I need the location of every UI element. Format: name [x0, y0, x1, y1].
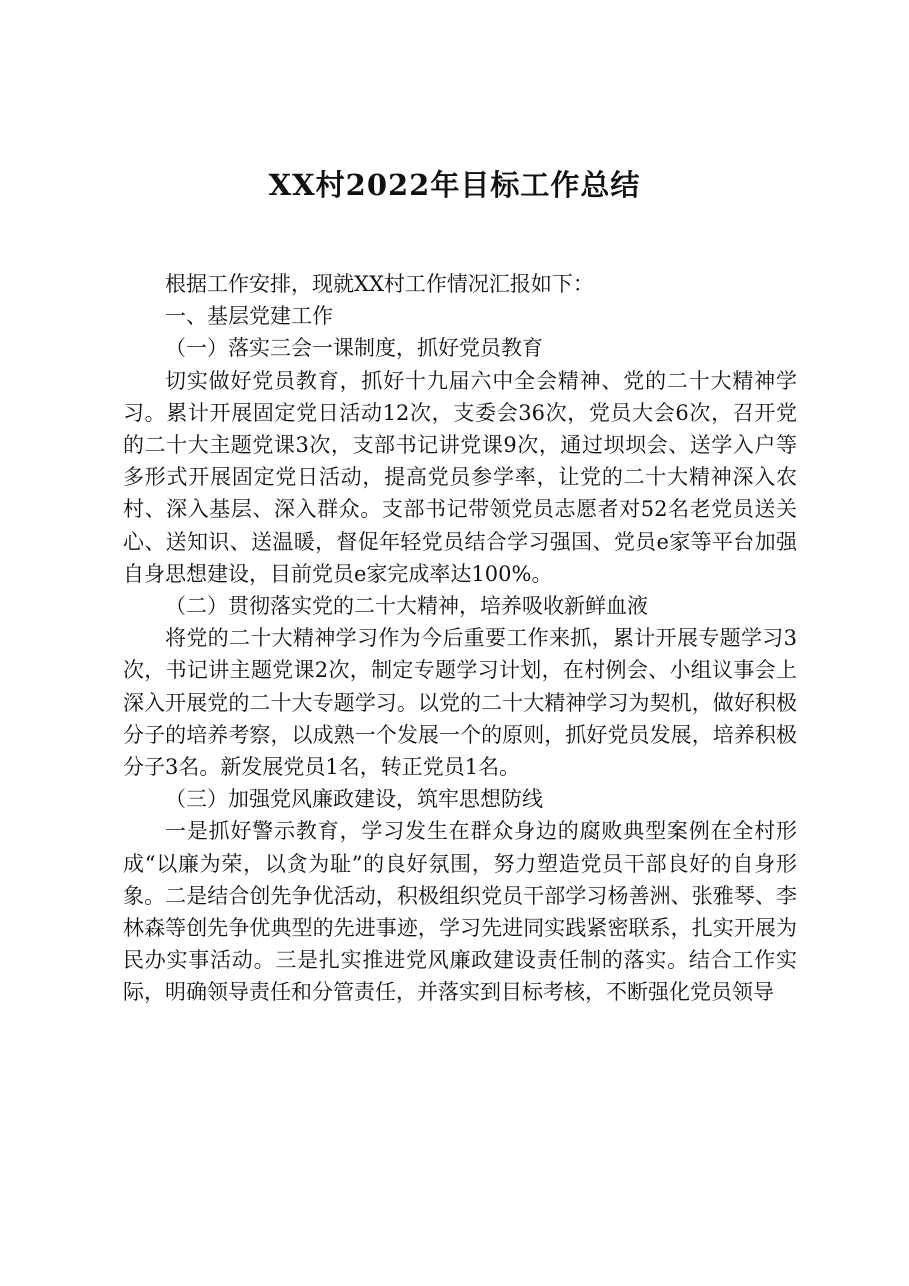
section-heading-1: 一、基层党建工作: [165, 304, 333, 329]
body-paragraph-2: 将党的二十大精神学习作为今后重要工作来抓，累计开展专题学习3次，书记讲主题党课2次，制定专题学习计划，在村例会、小组议事会上深入开展党的二十大专题学习。以党的二十大精神学习为契机，做好积极分子的培养考察，以成熟一个发展一个的原则，抓好党员发展，培养积极分子3名。新发展党员1名，转正党员1名。: [123, 626, 797, 780]
subsection-heading-3: （三）加强党风廉政建设，筑牢思想防线: [165, 787, 543, 812]
intro-paragraph: 根据工作安排，现就XX村工作情况汇报如下：: [165, 272, 594, 296]
document-body: [123, 268, 797, 1009]
subsection-heading-1: （一）落实三会一课制度，抓好党员教育: [165, 336, 543, 361]
document-title: XX村2022年目标工作总结: [268, 168, 641, 202]
subsection-heading-2: （二）贯彻落实党的二十大精神，培养吸收新鲜血液: [165, 594, 648, 619]
body-paragraph-3: 一是抓好警示教育，学习发生在群众身边的腐败典型案例在全村形成“以廉为荣，以贪为耻”的良好氛围，努力塑造党员干部良好的自身形象。二是结合创先争优活动，积极组织党员干部学习杨善洲、张雅琴、李林森等创先争优典型的先进事迹，学习先进同实践紧密联系，扎实开展为民办实事活动。三是扎实推进党风廉政建设责任制的落实。结合工作实际，明确领导责任和分管责任，并落实到目标考核，不断强化党员领导: [123, 819, 797, 1005]
body-paragraph-1: 切实做好党员教育，抓好十九届六中全会精神、党的二十大精神学习。累计开展固定党日活动12次，支委会36次，党员大会6次，召开党的二十大主题党课3次，支部书记讲党课9次，通过坝坝会、送学入户等多形式开展固定党日活动，提高党员参学率，让党的二十大精神深入农村、深入基层、深入群众。支部书记带领党员志愿者对52名老党员送关心、送知识、送温暖，督促年轻党员结合学习强国、党员e家等平台加强自身思想建设，目前党员e家完成率达100%。: [123, 368, 797, 586]
